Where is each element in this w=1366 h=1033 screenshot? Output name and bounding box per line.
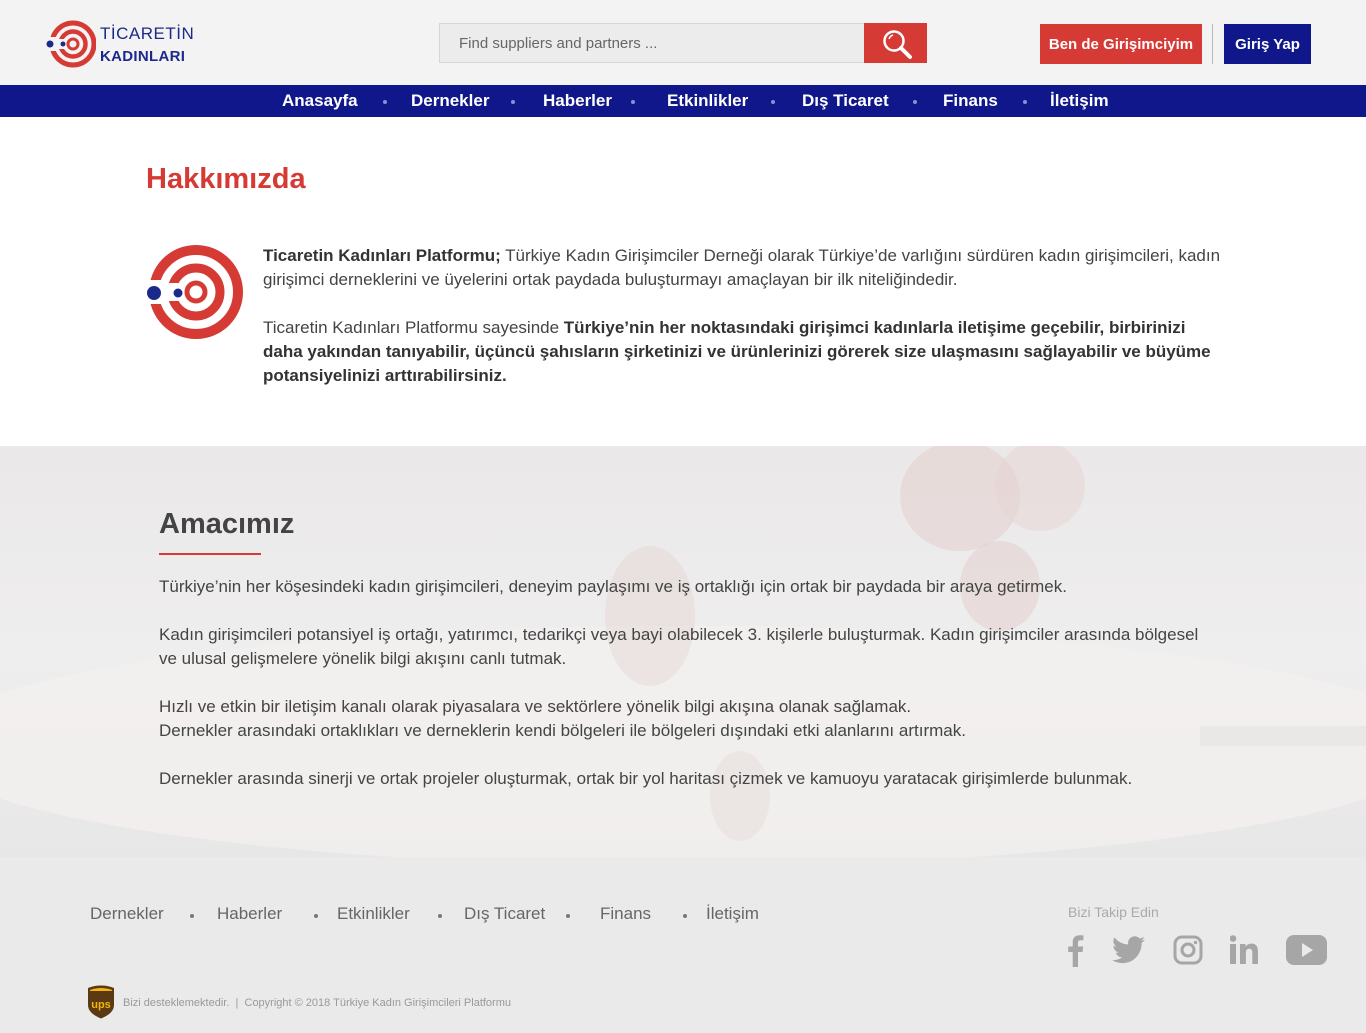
- footer-link-finans[interactable]: Finans: [600, 904, 652, 923]
- footer-copyright: [123, 997, 511, 1009]
- nav-separator: [631, 100, 635, 104]
- copyright-separator: |: [235, 997, 239, 1009]
- about-paragraph-2: [263, 316, 1223, 388]
- logo-text-top: TİCARETİN: [100, 24, 195, 43]
- facebook-icon[interactable]: [1068, 935, 1084, 967]
- search-icon: [881, 28, 913, 60]
- nav-separator: [771, 100, 775, 104]
- target-logo-icon: [46, 19, 96, 69]
- footer-separator: [566, 914, 570, 918]
- nav-separator: [383, 100, 387, 104]
- footer-link-dernekler[interactable]: Dernekler: [90, 904, 164, 923]
- nav-item-anasayfa[interactable]: Anasayfa: [282, 91, 358, 110]
- nav-separator: [511, 100, 515, 104]
- target-logo-icon: [146, 244, 246, 342]
- search-input[interactable]: [439, 23, 865, 63]
- nav-separator: [1023, 100, 1027, 104]
- ups-logo: [87, 985, 115, 1019]
- about-title: Hakkımızda: [146, 163, 306, 195]
- search-button[interactable]: [864, 23, 927, 63]
- about-logo: [146, 244, 246, 347]
- nav-item-dis-ticaret[interactable]: Dış Ticaret: [802, 91, 889, 110]
- about-paragraph-2-intro: Ticaretin Kadınları Platformu sayesinde: [263, 318, 564, 337]
- footer-link-iletisim[interactable]: İletişim: [706, 904, 759, 923]
- platform-name: Ticaretin Kadınları Platformu;: [263, 246, 501, 265]
- youtube-icon[interactable]: [1286, 935, 1327, 965]
- aim-paragraph-5: Dernekler arasında sinerji ve ortak projeler oluşturmak, ortak bir yol haritası çizmek ve kamuoyu yaratacak girişimlerde bulunmak.: [159, 769, 1133, 788]
- copyright-text: Copyright © 2018 Türkiye Kadın Girişimcileri Platformu: [244, 997, 511, 1009]
- linkedin-icon[interactable]: [1230, 935, 1259, 964]
- login-button[interactable]: Giriş Yap: [1224, 24, 1311, 64]
- footer-separator: [683, 914, 687, 918]
- site-header: [0, 0, 1366, 85]
- support-text: Bizi desteklemektedir.: [123, 997, 230, 1009]
- register-entrepreneur-button[interactable]: Ben de Girişimciyim: [1040, 24, 1202, 64]
- aim-title: Amacımız: [159, 508, 295, 540]
- footer-link-haberler[interactable]: Haberler: [217, 904, 283, 923]
- logo-text-bottom: KADINLARI: [100, 48, 186, 65]
- footer-separator: [438, 914, 442, 918]
- svg-text:ups: ups: [91, 999, 111, 1011]
- instagram-icon[interactable]: [1173, 935, 1203, 965]
- aim-section: [0, 446, 1366, 857]
- about-paragraph-2-highlight: Türkiye’nin her noktasındaki girişimci kadınlarla iletişime geçebilir, birbirinizi daha yakından tanıyabilir, üçüncü şahısların şirketinizi ve ürünlerinizi görerek size ulaşmasını sağlayabilir ve büyüme potansiyelinizi arttırabilirsiniz.: [263, 318, 1211, 385]
- nav-item-finans[interactable]: Finans: [943, 91, 998, 110]
- aim-paragraph-1: Türkiye’nin her köşesindeki kadın girişimcileri, deneyim paylaşımı ve iş ortaklığı için ortak bir paydada bir araya getirmek.: [159, 577, 1067, 596]
- search-bar: [439, 23, 927, 63]
- aim-title-underline: [159, 553, 261, 555]
- footer-link-dis-ticaret[interactable]: Dış Ticaret: [464, 904, 546, 923]
- aim-paragraph-2: Kadın girişimcileri potansiyel iş ortağı, yatırımcı, tedarikçi veya bayi olabilecek 3. kişilerle buluşturmak. Kadın girişimciler arasında bölgesel ve ulusal gelişmelere yönelik bilgi akışını canlı tutmak.: [159, 625, 1199, 668]
- follow-us-label: Bizi Takip Edin: [1068, 904, 1159, 920]
- nav-item-dernekler[interactable]: Dernekler: [411, 91, 490, 110]
- site-footer: [0, 857, 1366, 1033]
- about-paragraph-1-text: Türkiye Kadın Girişimciler Derneği olarak Türkiye’de varlığını sürdüren kadın girişimcileri, kadın girişimci derneklerini ve üyelerini ortak paydada buluşturmayı amaçlayan bir ilk niteliğindedir.: [263, 246, 1221, 289]
- aim-paragraph-3: Hızlı ve etkin bir iletişim kanalı olarak piyasalara ve sektörlere yönelik bilgi akışına olanak sağlamak.: [159, 697, 912, 716]
- site-logo[interactable]: [46, 19, 196, 69]
- footer-link-etkinlikler[interactable]: Etkinlikler: [337, 904, 410, 923]
- footer-separator: [314, 914, 318, 918]
- nav-separator: [913, 100, 917, 104]
- nav-item-etkinlikler[interactable]: Etkinlikler: [667, 91, 749, 110]
- about-paragraph-1: [263, 244, 1223, 292]
- nav-item-iletisim[interactable]: İletişim: [1050, 91, 1109, 110]
- nav-item-haberler[interactable]: Haberler: [543, 91, 612, 110]
- main-nav: [0, 85, 1366, 117]
- footer-separator: [190, 914, 194, 918]
- aim-paragraph-4: Dernekler arasındaki ortaklıkları ve derneklerin kendi bölgeleri ile bölgeleri dışındaki etki alanlarını artırmak.: [159, 721, 966, 740]
- twitter-icon[interactable]: [1112, 935, 1145, 965]
- header-divider: [1212, 24, 1213, 64]
